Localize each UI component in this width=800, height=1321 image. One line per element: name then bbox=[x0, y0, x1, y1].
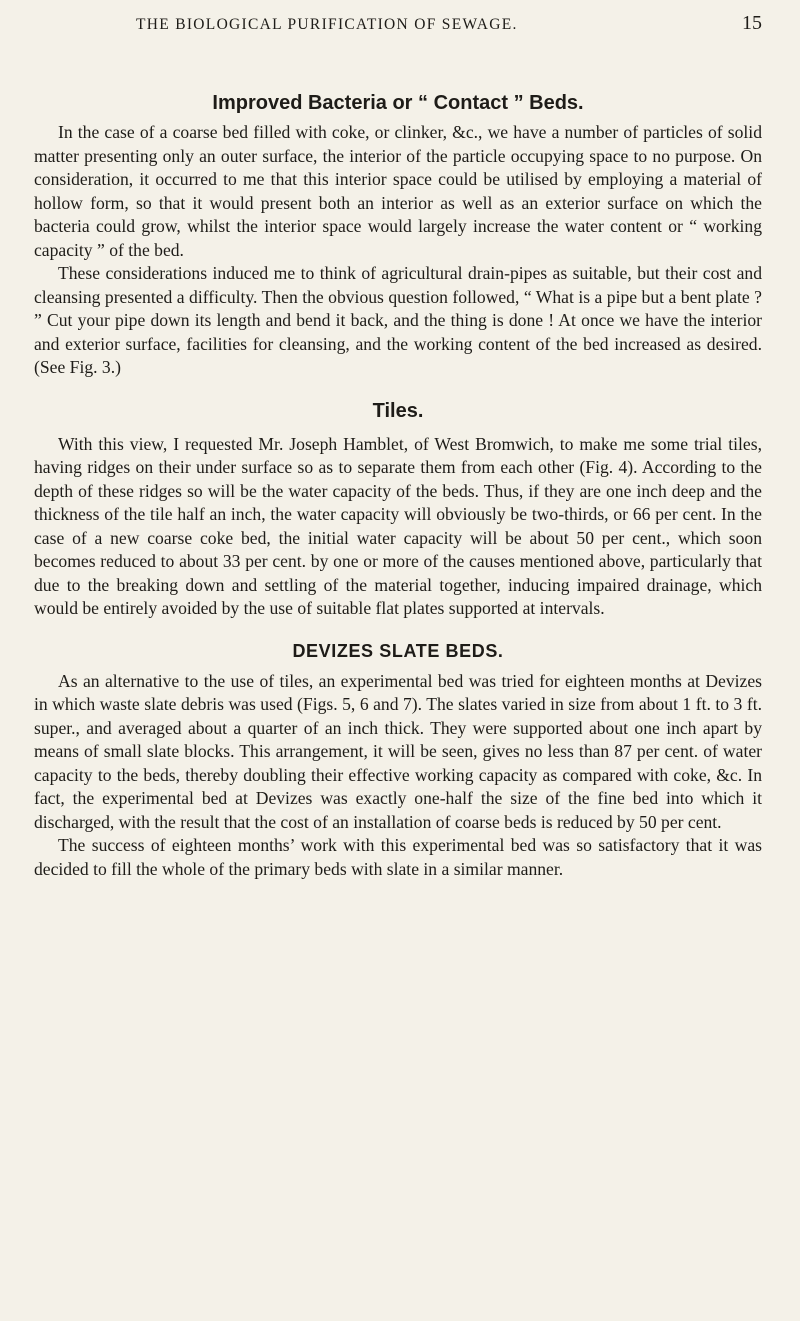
paragraph-improved-1: In the case of a coarse bed filled with coke, or clinker, &c., we have a number of particles of solid matter presenting only an outer surface, the interior of the particle occupying space to no purpose. On consideration, it occurred to me that this interior space could be utilised by employing a material of hollow form, so that it would present both an interior as well as an exterior surface on which the bacteria could grow, whilst the interior space would largely increase the water content or “ working capacity ” of the bed. bbox=[34, 122, 762, 260]
running-head bbox=[136, 12, 762, 40]
section-improved-beds bbox=[34, 92, 762, 380]
page-number: 15 bbox=[742, 12, 762, 34]
paragraph-tiles-1: With this view, I requested Mr. Joseph Hamblet, of West Bromwich, to make me some trial tiles, having ridges on their under surface so as to separate them from each other (Fig. 4). According to the depth of these ridges so will be the water capacity of the beds. Thus, if they are one inch deep and the thickness of the tile half an inch, the water capacity will obviously be two-thirds, or 66 per cent. In the case of a new coarse coke bed, the initial water capacity will be about 50 per cent., which soon becomes reduced to about 33 per cent. by one or more of the causes mentioned above, particularly that due to the breaking down and settling of the material together, inducing impaired drainage, which would be entirely avoided by the use of suitable flat plates supported at intervals. bbox=[34, 433, 762, 618]
paragraph-improved-2: These considerations induced me to think of agricultural drain-pipes as suitable, but their cost and cleansing presented a difficulty. Then the obvious question followed, “ What is a pipe but a bent plate ? ” Cut your pipe down its length and bend it back, and the thing is done ! At once we have the interior and exterior surface, facilities for cleansing, and the working content of the bed increased as desired. (See Fig. 3.) bbox=[34, 263, 762, 377]
section-tiles bbox=[34, 400, 762, 621]
paragraph-devizes-1: As an alternative to the use of tiles, an experimental bed was tried for eighteen months at Devizes in which waste slate debris was used (Figs. 5, 6 and 7). The slates varied in size from about 1 ft. to 3 ft. super., and averaged about a quarter of an inch thick. They were supported about one inch apart by means of small slate blocks. This arrangement, it will be seen, gives no less than 87 per cent. of water capacity to the beds, thereby doubling their effective working capacity as compared with coke, &c. In fact, the experimental bed at Devizes was exactly one-half the size of the fine bed into which it discharged, with the result that the cost of an installation of coarse beds is reduced by 50 per cent. bbox=[34, 670, 762, 832]
heading-tiles: Tiles. bbox=[372, 399, 424, 422]
running-title: THE BIOLOGICAL PURIFICATION OF SEWAGE. bbox=[136, 16, 518, 33]
heading-devizes: DEVIZES SLATE BEDS. bbox=[292, 640, 504, 661]
heading-improved-beds: Improved Bacteria or “ Contact ” Beds. bbox=[212, 92, 584, 114]
paragraph-devizes-2: The success of eighteen months’ work with this experimental bed was so satisfactory that it was decided to fill the whole of the primary beds with slate in a similar manner. bbox=[34, 835, 762, 879]
section-devizes bbox=[34, 641, 762, 882]
